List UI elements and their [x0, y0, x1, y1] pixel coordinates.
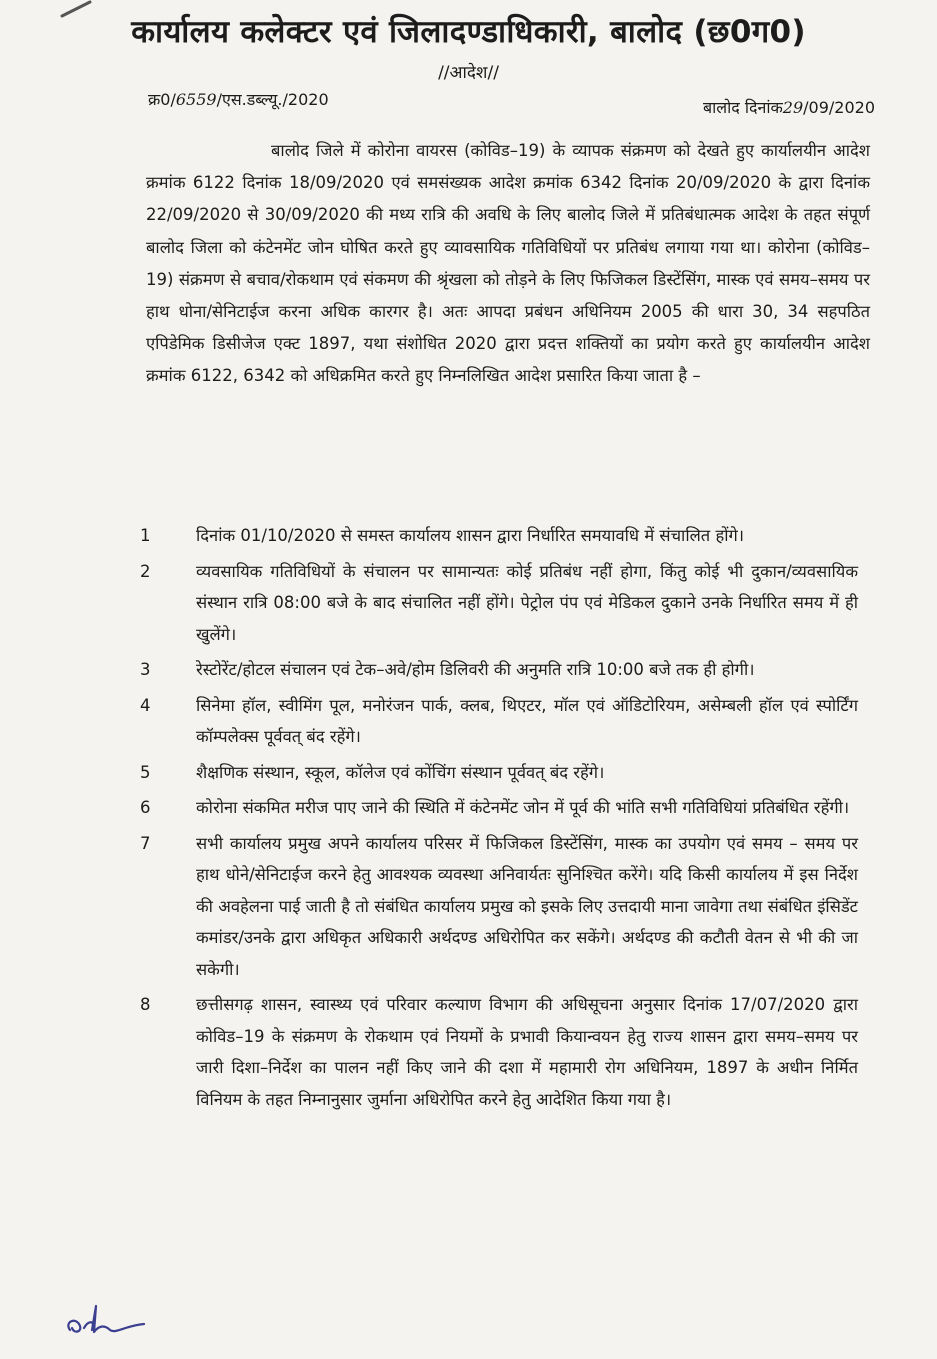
office-title: कार्यालय कलेक्टर एवं जिलादण्डाधिकारी, बालोद (छ0ग0) — [131, 14, 806, 50]
order-date — [703, 96, 875, 118]
item-text: शैक्षणिक संस्थान, स्कूल, कॉलेज एवं कोंचिंग संस्थान पूर्ववत् बंद रहेंगे। — [196, 762, 605, 782]
item-text: छत्तीसगढ़ शासन, स्वास्थ्य एवं परिवार कल्याण विभाग की अधिसूचना अनुसार दिनांक 17/07/2020 द्वारा कोविड–19 के संक्रमण के रोकथाम एवं नियमों के प्रभावी कियान्वयन हेतु राज्य शासन द्वारा समय–समय पर जारी दिशा–निर्देश का पालन नहीं किए जाने की दशा में महामारी रोग अधिनियम, 1897 के अधीन निर्मित विनियम के तहत निम्नानुसार जुर्माना अधिरोपित करने हेतु आदेशित किया गया है। — [196, 995, 859, 1109]
item-number: 6 — [140, 798, 151, 817]
order-items-list — [126, 520, 886, 1115]
item-text: व्यवसायिक गतिविधियों के संचालन पर सामान्यतः कोई प्रतिबंध नहीं होगा, किंतु कोई भी दुकान/व्यवसायिक संस्थान रात्रि 08:00 बजे के बाद संचालित नहीं होंगे। पेट्रोल पंप एवं मेडिकल दुकाने उनके निर्धारित समय में ही खुलेंगे। — [196, 561, 858, 644]
initials-signature — [60, 1300, 150, 1340]
item-text: कोरोना संकमित मरीज पाए जाने की स्थिति में कंटेनमेंट जोन में पूर्व की भांति सभी गतिविधियां प्रतिबंधित रहेंगी। — [196, 798, 850, 817]
date-handwritten-day: 29 — [782, 98, 804, 117]
order-heading: //आदेश// — [438, 63, 499, 83]
reference-handwritten-number: 6559 — [175, 90, 217, 109]
list-item — [126, 520, 886, 552]
list-item — [126, 828, 886, 986]
reference-prefix: क्र0/ — [148, 90, 176, 109]
item-number: 5 — [140, 762, 151, 782]
item-text: सिनेमा हॉल, स्वीमिंग पूल, मनोरंजन पार्क, क्लब, थिएटर, मॉल एवं ऑडिटोरियम, असेम्बली हॉल एवं स्पोर्टिंग कॉम्पलेक्स पूर्ववत् बंद रहेंगे। — [196, 695, 858, 746]
item-number: 8 — [140, 995, 151, 1014]
item-text: दिनांक 01/10/2020 से समस्त कार्यालय शासन द्वारा निर्धारित समयावधि में संचालित होंगे। — [196, 526, 745, 545]
date-suffix: /09/2020 — [803, 98, 875, 117]
item-number: 7 — [140, 833, 151, 853]
list-item — [126, 690, 886, 753]
list-item — [126, 556, 886, 651]
item-text: रेस्टोरेंट/होटल संचालन एवं टेक–अवे/होम डिलिवरी की अनुमति रात्रि 10:00 बजे तक ही होगी। — [196, 660, 755, 679]
item-number: 1 — [140, 526, 151, 545]
item-number: 3 — [140, 660, 151, 679]
reference-number — [148, 88, 329, 110]
item-text: सभी कार्यालय प्रमुख अपने कार्यालय परिसर में फिजिकल डिस्टेंसिंग, मास्क का उपयोग एवं समय – समय पर हाथ धोने/सेनिटाईज करने हेतु आवश्यक व्यवस्था अनिवार्यतः सुनिश्चित करेंगे। यदि किसी कार्यालय में इस निर्देश की अवहेलना पाई जाती है तो संबंधित कार्यालय प्रमुख को इसके लिए उत्तदायी माना जावेगा तथा संबंधित इंसिडेंट कमांडर/उनके द्वारा अधिकृत अधिकारी अर्थदण्ड अधिरोपित कर सकेंगे। अर्थदण्ड की कटौती वेतन से भी की जा सकेगी। — [196, 833, 858, 979]
list-item — [126, 989, 886, 1115]
item-number: 4 — [140, 695, 151, 715]
list-item — [126, 654, 886, 686]
intro-paragraph: बालोद जिले में कोरोना वायरस (कोविड–19) के व्यापक संक्रमण को देखते हुए कार्यालयीन आदेश क्रमांक 6122 दिनांक 18/09/2020 एवं समसंख्यक आदेश क्रमांक 6342 दिनांक 20/09/2020 के द्वारा दिनांक 22/09/2020 से 30/09/2020 की मध्य रात्रि की अवधि के लिए बालोद जिले में प्रतिबंधात्मक आदेश के तहत संपूर्ण बालोद जिला को कंटेनमेंट जोन घोषित करते हुए व्यावसायिक गतिविधियों पर प्रतिबंध लगाया गया था। कोरोना (कोविड–19) संक्रमण से बचाव/रोकथाम एवं संकमण की श्रृंखला को तोड़ने के लिए फिजिकल डिस्टेंसिंग, मास्क एवं समय–समय पर हाथ धोना/सेनिटाईज करना अधिक कारगर है। अतः आपदा प्रबंधन अधिनियम 2005 की धारा 30, 34 सहपठित एपिडेमिक डिसीजेज एक्ट 1897, यथा संशोधित 2020 द्वारा प्रदत्त शक्तियों का प्रयोग करते हुए कार्यालयीन आदेश क्रमांक 6122, 6342 को अधिक्रमित करते हुए निम्नलिखित आदेश प्रसारित किया जाता है – — [146, 141, 870, 386]
reference-suffix: /एस.डब्ल्यू./2020 — [216, 90, 329, 109]
date-prefix: बालोद दिनांक — [702, 98, 783, 117]
list-item — [126, 792, 886, 824]
list-item — [126, 757, 886, 789]
item-number: 2 — [140, 561, 151, 581]
